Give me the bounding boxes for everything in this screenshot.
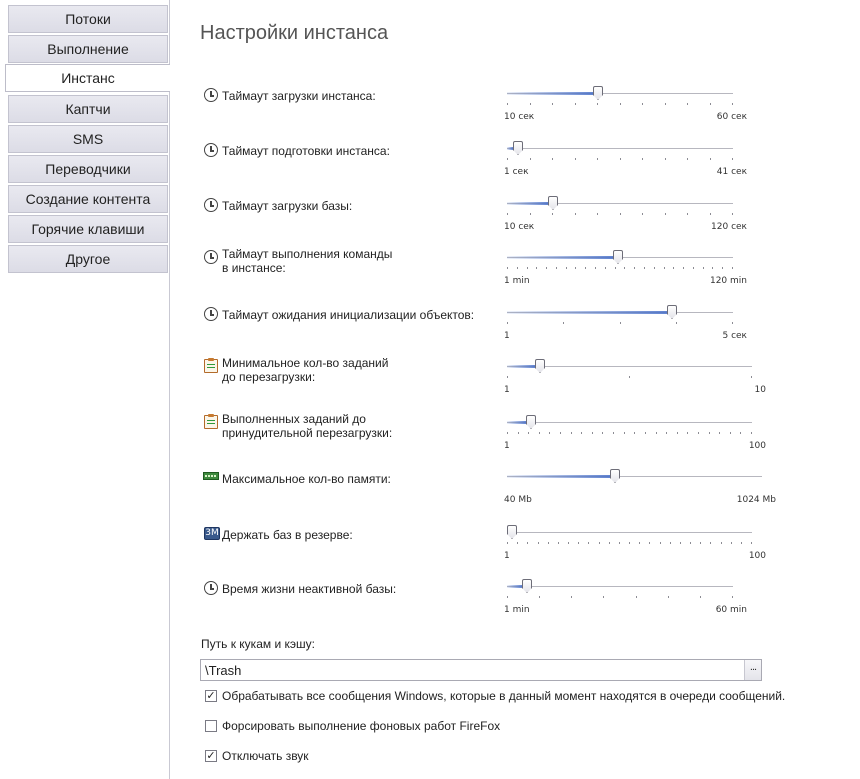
clock-icon (204, 88, 218, 102)
slider-max-label: 100 (748, 441, 766, 451)
slider-tick (712, 267, 713, 269)
slider-min-label: 1 min (504, 605, 530, 615)
slider-tick (552, 158, 553, 160)
slider-tick (538, 542, 539, 544)
slider-max-label: 120 min (709, 276, 747, 286)
slider-min-label: 1 min (504, 276, 530, 286)
slider-tick (613, 432, 614, 434)
slider-tick (687, 432, 688, 434)
tab-content-creation[interactable]: Создание контента (8, 185, 168, 213)
slider-tick (605, 267, 606, 269)
slider-tick (698, 432, 699, 434)
slider-tick (603, 596, 604, 598)
database-icon: 3M (205, 528, 219, 538)
slider-tick (507, 596, 508, 598)
slider-tick (636, 596, 637, 598)
slider-tick (665, 213, 666, 215)
slider-tick (741, 542, 742, 544)
slider-tick (624, 267, 625, 269)
instance-prepare-timeout-slider[interactable] (504, 144, 747, 184)
slider-tick (732, 103, 733, 105)
slider-tick (690, 542, 691, 544)
slider-tick (687, 103, 688, 105)
slider-tick (644, 267, 645, 269)
slider-min-label: 1 (504, 551, 510, 561)
min-tasks-before-restart-slider[interactable] (504, 362, 766, 402)
slider-tick (634, 267, 635, 269)
slider-tick (693, 267, 694, 269)
inactive-db-lifetime-slider[interactable] (504, 582, 747, 622)
slider-thumb[interactable] (667, 305, 677, 319)
db-load-timeout-slider[interactable] (504, 199, 747, 239)
slider-fill (507, 585, 522, 588)
slider-tick (597, 158, 598, 160)
slider-tick (722, 267, 723, 269)
slider-thumb[interactable] (535, 359, 545, 373)
min-tasks-before-restart-label: Минимальное кол-во заданий до перезагрузки: (222, 356, 389, 384)
slider-tick (629, 542, 630, 544)
slider-tick (665, 158, 666, 160)
slider-tick (710, 103, 711, 105)
clock-icon (204, 143, 218, 157)
process-windows-messages-label: Обрабатывать все сообщения Windows, которые в данный момент находятся в очереди сообщений. (222, 689, 786, 703)
slider-tick (507, 158, 508, 160)
slider-tick (687, 213, 688, 215)
slider-min-label: 10 сек (504, 112, 535, 122)
slider-max-label: 5 сек (722, 331, 747, 341)
slider-tick (751, 376, 752, 378)
slider-tick (676, 322, 677, 324)
slider-tick (660, 542, 661, 544)
slider-tick (721, 542, 722, 544)
reserve-db-count-slider[interactable] (504, 528, 766, 568)
command-exec-timeout-slider[interactable] (504, 253, 747, 293)
slider-thumb[interactable] (610, 469, 620, 483)
object-init-timeout-label: Таймаут ожидания инициализации объектов: (222, 308, 475, 322)
tab-sms[interactable]: SMS (8, 125, 168, 153)
slider-thumb[interactable] (522, 579, 532, 593)
slider-fill (507, 256, 613, 259)
settings-sidebar (0, 0, 170, 779)
slider-tick (619, 542, 620, 544)
slider-max-label: 60 сек (716, 112, 747, 122)
slider-tick (558, 542, 559, 544)
slider-tick (560, 432, 561, 434)
tasks-before-forced-restart-label: Выполненных заданий до принудительной перезагрузки: (222, 412, 393, 440)
slider-tick (602, 432, 603, 434)
tab-other[interactable]: Другое (8, 245, 168, 273)
slider-tick (530, 213, 531, 215)
slider-tick (566, 267, 567, 269)
slider-tick (552, 213, 553, 215)
slider-tick (732, 322, 733, 324)
slider-tick (518, 432, 519, 434)
slider-tick (585, 267, 586, 269)
slider-tick (673, 267, 674, 269)
slider-tick (507, 432, 508, 434)
slider-tick (563, 322, 564, 324)
slider-tick (528, 432, 529, 434)
slider-tick (507, 542, 508, 544)
slider-tick (668, 596, 669, 598)
slider-tick (507, 376, 508, 378)
clock-icon (204, 581, 218, 595)
inactive-db-lifetime-label: Время жизни неактивной базы: (222, 582, 397, 596)
slider-tick (703, 267, 704, 269)
slider-max-label: 120 сек (711, 222, 747, 232)
path-input[interactable] (203, 661, 747, 679)
slider-tick (597, 103, 598, 105)
slider-tick (680, 542, 681, 544)
slider-tick (597, 213, 598, 215)
slider-tick (732, 213, 733, 215)
slider-fill (507, 311, 667, 314)
slider-tick (575, 267, 576, 269)
slider-tick (517, 267, 518, 269)
slider-tick (620, 103, 621, 105)
memory-icon (203, 472, 219, 480)
slider-tick (751, 432, 752, 434)
slider-tick (732, 158, 733, 160)
slider-max-label: 1024 Mb (736, 495, 776, 505)
slider-tick (578, 542, 579, 544)
instance-load-timeout-slider[interactable] (504, 89, 747, 129)
db-load-timeout-label: Таймаут загрузки базы: (222, 199, 353, 213)
slider-thumb[interactable] (613, 250, 623, 264)
slider-tick (710, 158, 711, 160)
slider-min-label: 1 (504, 385, 510, 395)
tab-streams[interactable]: Потоки (8, 5, 168, 33)
tab-hotkeys[interactable]: Горячие клавиши (8, 215, 168, 243)
slider-tick (552, 103, 553, 105)
tab-translators[interactable]: Переводчики (8, 155, 168, 183)
slider-tick (592, 432, 593, 434)
slider-max-label: 60 min (715, 605, 747, 615)
slider-thumb[interactable] (526, 415, 536, 429)
slider-tick (670, 542, 671, 544)
mute-sound-checkbox[interactable]: ✓ (206, 750, 216, 762)
slider-tick (536, 267, 537, 269)
slider-tick (517, 542, 518, 544)
slider-tick (665, 103, 666, 105)
page-title: Настройки инстанса (200, 22, 389, 44)
slider-tick (548, 542, 549, 544)
slider-tick (615, 267, 616, 269)
slider-track (507, 422, 752, 423)
slider-tick (527, 267, 528, 269)
slider-tick (571, 432, 572, 434)
slider-tick (527, 542, 528, 544)
slider-fill (507, 202, 548, 205)
slider-tick (507, 213, 508, 215)
browse-button[interactable]: ... (744, 660, 761, 680)
slider-tick (588, 542, 589, 544)
slider-tick (740, 432, 741, 434)
slider-tick (575, 103, 576, 105)
slider-tick (620, 213, 621, 215)
slider-tick (546, 267, 547, 269)
slider-tick (719, 432, 720, 434)
tasks-before-forced-restart-slider[interactable] (504, 418, 766, 458)
slider-fill (507, 92, 593, 95)
clock-icon (204, 307, 218, 321)
tab-execution[interactable]: Выполнение (8, 35, 168, 63)
slider-tick (507, 103, 508, 105)
slider-fill (507, 421, 526, 424)
slider-tick (639, 542, 640, 544)
slider-tick (556, 267, 557, 269)
reserve-db-count-label: Держать баз в резерве: (222, 528, 353, 542)
slider-tick (683, 267, 684, 269)
clipboard-icon (204, 415, 218, 429)
slider-thumb[interactable] (507, 525, 517, 539)
slider-min-label: 40 Mb (504, 495, 532, 505)
slider-tick (620, 322, 621, 324)
force-firefox-background-label: Форсировать выполнение фоновых работ FireFox (222, 719, 501, 733)
slider-tick (687, 158, 688, 160)
clock-icon (204, 250, 218, 264)
slider-tick (507, 267, 508, 269)
slider-track (507, 148, 733, 149)
tab-instance[interactable]: Инстанс (5, 64, 170, 92)
slider-tick (575, 158, 576, 160)
slider-tick (732, 596, 733, 598)
mute-sound-label: Отключать звук (222, 749, 309, 763)
slider-tick (571, 596, 572, 598)
slider-tick (507, 322, 508, 324)
path-label: Путь к кукам и кэшу: (201, 637, 315, 651)
slider-tick (634, 432, 635, 434)
slider-tick (599, 542, 600, 544)
object-init-timeout-slider[interactable] (504, 308, 747, 348)
slider-min-label: 1 сек (504, 167, 529, 177)
slider-tick (700, 596, 701, 598)
slider-tick (709, 432, 710, 434)
slider-tick (549, 432, 550, 434)
slider-tick (700, 542, 701, 544)
slider-tick (575, 213, 576, 215)
clock-icon (204, 198, 218, 212)
slider-tick (731, 542, 732, 544)
slider-tick (609, 542, 610, 544)
slider-fill (507, 365, 535, 368)
force-firefox-background-checkbox[interactable] (205, 720, 217, 732)
slider-tick (624, 432, 625, 434)
process-windows-messages-checkbox[interactable]: ✓ (206, 690, 216, 702)
slider-tick (710, 213, 711, 215)
slider-min-label: 1 (504, 331, 510, 341)
slider-fill (507, 475, 610, 478)
slider-tick (642, 103, 643, 105)
slider-tick (656, 432, 657, 434)
clipboard-icon (204, 359, 218, 373)
slider-tick (642, 158, 643, 160)
slider-max-label: 100 (748, 551, 766, 561)
slider-fill (507, 147, 513, 150)
slider-tick (581, 432, 582, 434)
slider-tick (677, 432, 678, 434)
instance-load-timeout-label: Таймаут загрузки инстанса: (222, 89, 376, 103)
slider-tick (530, 103, 531, 105)
slider-tick (539, 596, 540, 598)
slider-min-label: 1 (504, 441, 510, 451)
slider-track (507, 532, 752, 533)
slider-tick (620, 158, 621, 160)
instance-prepare-timeout-label: Таймаут подготовки инстанса: (222, 144, 390, 158)
path-field (200, 659, 762, 681)
slider-tick (629, 376, 630, 378)
slider-tick (530, 158, 531, 160)
command-exec-timeout-label: Таймаут выполнения команды в инстансе: (222, 247, 393, 275)
slider-thumb[interactable] (548, 196, 558, 210)
slider-tick (710, 542, 711, 544)
slider-tick (645, 432, 646, 434)
slider-tick (730, 432, 731, 434)
tab-captcha[interactable]: Каптчи (8, 95, 168, 123)
slider-track (507, 586, 733, 587)
slider-tick (654, 267, 655, 269)
max-memory-label: Максимальное кол-во памяти: (222, 472, 391, 486)
slider-thumb[interactable] (593, 86, 603, 100)
slider-max-label: 10 (754, 385, 766, 395)
slider-tick (664, 267, 665, 269)
slider-tick (751, 542, 752, 544)
slider-max-label: 41 сек (716, 167, 747, 177)
slider-tick (649, 542, 650, 544)
slider-tick (595, 267, 596, 269)
slider-tick (666, 432, 667, 434)
slider-tick (539, 432, 540, 434)
slider-tick (568, 542, 569, 544)
slider-min-label: 10 сек (504, 222, 535, 232)
slider-tick (732, 267, 733, 269)
slider-thumb[interactable] (513, 141, 523, 155)
max-memory-slider[interactable] (504, 472, 776, 512)
slider-tick (642, 213, 643, 215)
